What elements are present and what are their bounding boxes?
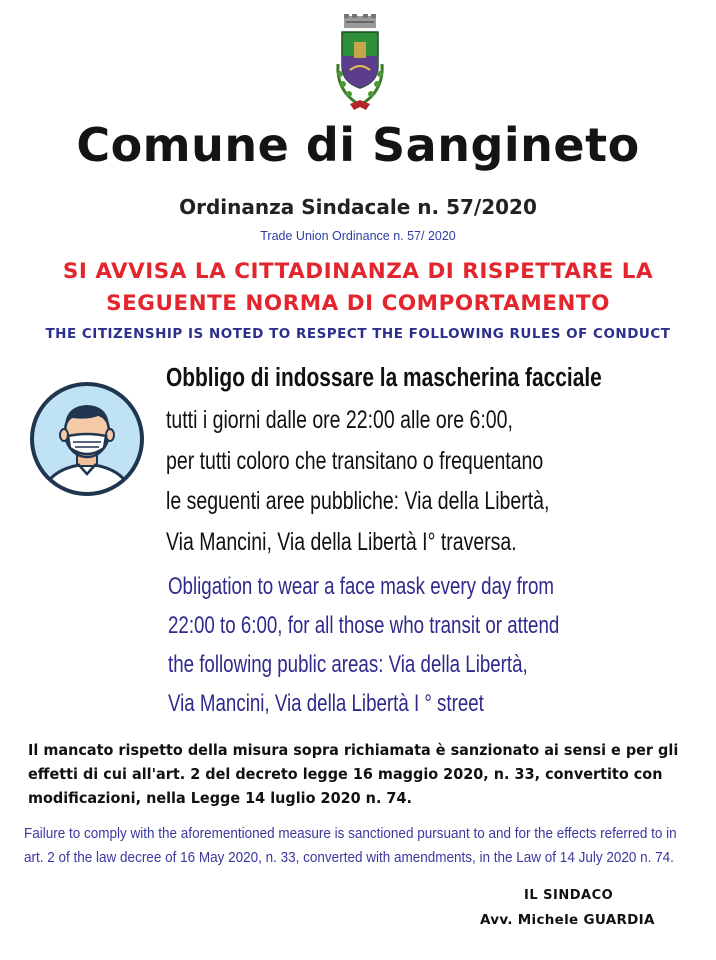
masked-person-icon: [28, 380, 146, 498]
legal-notice: Il mancato rispetto della misura sopra richiamata è sanzionato ai sensi e per gli effetti di cui all'art. 2 del decreto legge 16 maggio 2020, n. 33, convertito con modificazioni, nella Legge 14 luglio 2020 n. 74.: [28, 741, 679, 807]
rule-line: tutti i giorni dalle ore 22:00 alle ore 6:00,: [166, 406, 513, 434]
rule-line: le seguenti aree pubbliche: Via della Libertà,: [166, 487, 550, 515]
ordinance-number-en: Trade Union Ordinance n. 57/ 2020: [260, 229, 456, 243]
notice-line-1: SI AVVISA LA CITTADINANZA DI RISPETTARE LA: [62, 259, 654, 284]
rule-line-en: Obligation to wear a face mask every day from: [168, 573, 555, 600]
signature-name: Avv. Michele GUARDIA: [480, 912, 655, 928]
notice-heading: [0, 256, 716, 320]
rule-line: per tutti coloro che transitano o frequentano: [166, 447, 544, 475]
rule-line-en: 22:00 to 6:00, for all those who transit or attend: [168, 612, 560, 639]
municipal-crest-icon: [328, 12, 392, 116]
notice-line-2: SEGUENTE NORMA DI COMPORTAMENTO: [106, 291, 610, 316]
legal-notice-en: Failure to comply with the aforementioned measure is sanctioned pursuant to and for the effects referred to in art. 2 of the law decree of 16 May 2020, n. 33, converted with amendments, in the Law of 14 July 2020 n. 74.: [24, 825, 677, 866]
page-title: Comune di Sangineto: [76, 118, 640, 172]
ordinance-number: Ordinanza Sindacale n. 57/2020: [179, 195, 537, 219]
rule-heading: Obbligo di indossare la mascherina facciale: [166, 364, 602, 392]
rule-line-en: Via Mancini, Via della Libertà I ° street: [168, 690, 484, 717]
rule-line: Via Mancini, Via della Libertà I° traversa.: [166, 528, 517, 556]
signature-role: IL SINDACO: [524, 888, 614, 903]
rule-line-en: the following public areas: Via della Libertà,: [168, 651, 528, 678]
notice-heading-en: THE CITIZENSHIP IS NOTED TO RESPECT THE FOLLOWING RULES OF CONDUCT: [45, 326, 671, 342]
